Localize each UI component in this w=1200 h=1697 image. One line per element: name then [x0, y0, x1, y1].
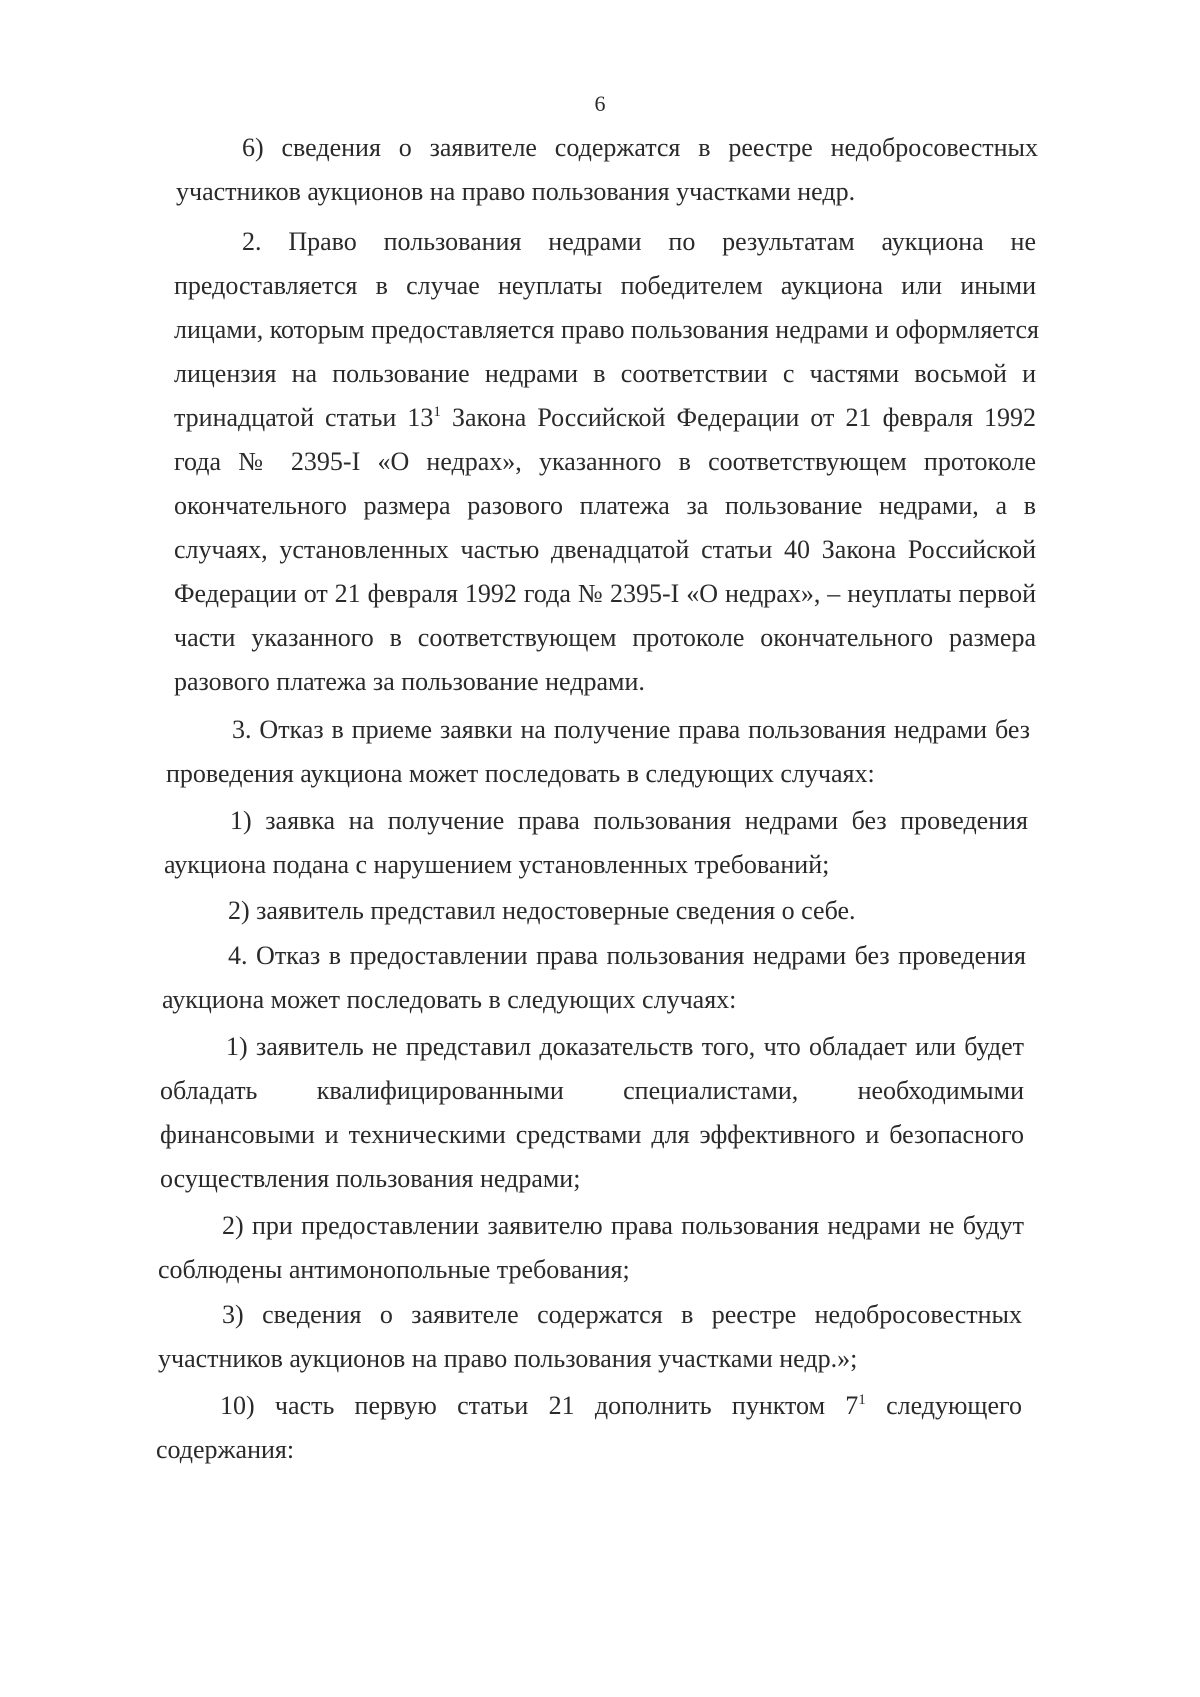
text-line: окончательного размера разового платежа за пользование недрами, а в [174, 491, 1036, 520]
paragraph-item-4-2 [158, 1204, 1024, 1292]
paragraph-section-3 [166, 708, 1030, 796]
text-line: содержания: [156, 1435, 295, 1464]
text-fragment: тринадцатой статьи 13 [174, 403, 434, 432]
text-line: 2. Право пользования недрами по результатам аукциона не [242, 227, 1036, 256]
text-line: 2) заявитель представил недостоверные сведения о себе. [228, 896, 856, 925]
superscript: 1 [858, 1392, 866, 1408]
text-line: 1) заявитель не представил доказательств того, что обладает или будет [226, 1032, 1024, 1061]
paragraph-item-4-3 [158, 1293, 1022, 1381]
text-line: 3) сведения о заявителе содержатся в реестре недобросовестных [222, 1300, 1022, 1329]
paragraph-section-2 [174, 220, 1040, 704]
text-line: части указанного в соответствующем протоколе окончательного размера [174, 623, 1036, 652]
text-line: лицами, которым предоставляется право пользования недрами и оформляется [174, 315, 1040, 344]
superscript: 1 [433, 404, 441, 420]
text-line: аукциона подана с нарушением установленных требований; [164, 850, 830, 879]
paragraph-section-4 [162, 934, 1026, 1022]
page-number: 6 [594, 91, 606, 116]
text-line: финансовыми и техническими средствами для эффективного и безопасного [160, 1120, 1024, 1149]
text-line: лицензия на пользование недрами в соответствии с частями восьмой и [174, 359, 1036, 388]
text-line [174, 396, 1036, 440]
text-line [156, 1384, 1022, 1428]
text-line: соблюдены антимонопольные требования; [158, 1255, 630, 1284]
text-line: случаях, установленных частью двенадцатой статьи 40 Закона Российской [174, 535, 1036, 564]
text-fragment: следующего [886, 1391, 1023, 1420]
text-line: 6) сведения о заявителе содержатся в реестре недобросовестных [242, 133, 1038, 162]
text-line: 1) заявка на получение права пользования недрами без проведения [230, 806, 1028, 835]
text-line: участников аукционов на право пользования участками недр. [176, 177, 856, 206]
text-fragment: Закона Российской Федерации от 21 февраля 1992 [451, 403, 1037, 432]
paragraph-item-3-1 [164, 799, 1028, 887]
text-line: года № 2395-I «О недрах», указанного в соответствующем протоколе [174, 447, 1036, 476]
text-line: проведения аукциона может последовать в следующих случаях: [166, 759, 875, 788]
paragraph-item-4-1 [160, 1025, 1024, 1201]
text-line: предоставляется в случае неуплаты победителем аукциона или иными [174, 271, 1036, 300]
paragraph-item-3-2 [164, 889, 1028, 933]
text-line: 3. Отказ в приеме заявки на получение права пользования недрами без [232, 715, 1030, 744]
paragraph-item-6 [176, 126, 1038, 214]
text-line: 2) при предоставлении заявителю права пользования недрами не будут [222, 1211, 1024, 1240]
text-line: разового платежа за пользование недрами. [174, 667, 645, 696]
paragraph-item-10 [156, 1384, 1022, 1472]
text-line: аукциона может последовать в следующих случаях: [162, 985, 737, 1014]
text-line: участников аукционов на право пользования участками недр.»; [158, 1344, 858, 1373]
text-line: осуществления пользования недрами; [160, 1164, 581, 1193]
text-line: Федерации от 21 февраля 1992 года № 2395-I «О недрах», – неуплаты первой [174, 579, 1036, 608]
text-fragment: 10) часть первую статьи 21 дополнить пунктом 7 [220, 1391, 859, 1420]
text-line: 4. Отказ в предоставлении права пользования недрами без проведения [228, 941, 1026, 970]
text-line: обладать квалифицированными специалистами, необходимыми [160, 1076, 1024, 1105]
